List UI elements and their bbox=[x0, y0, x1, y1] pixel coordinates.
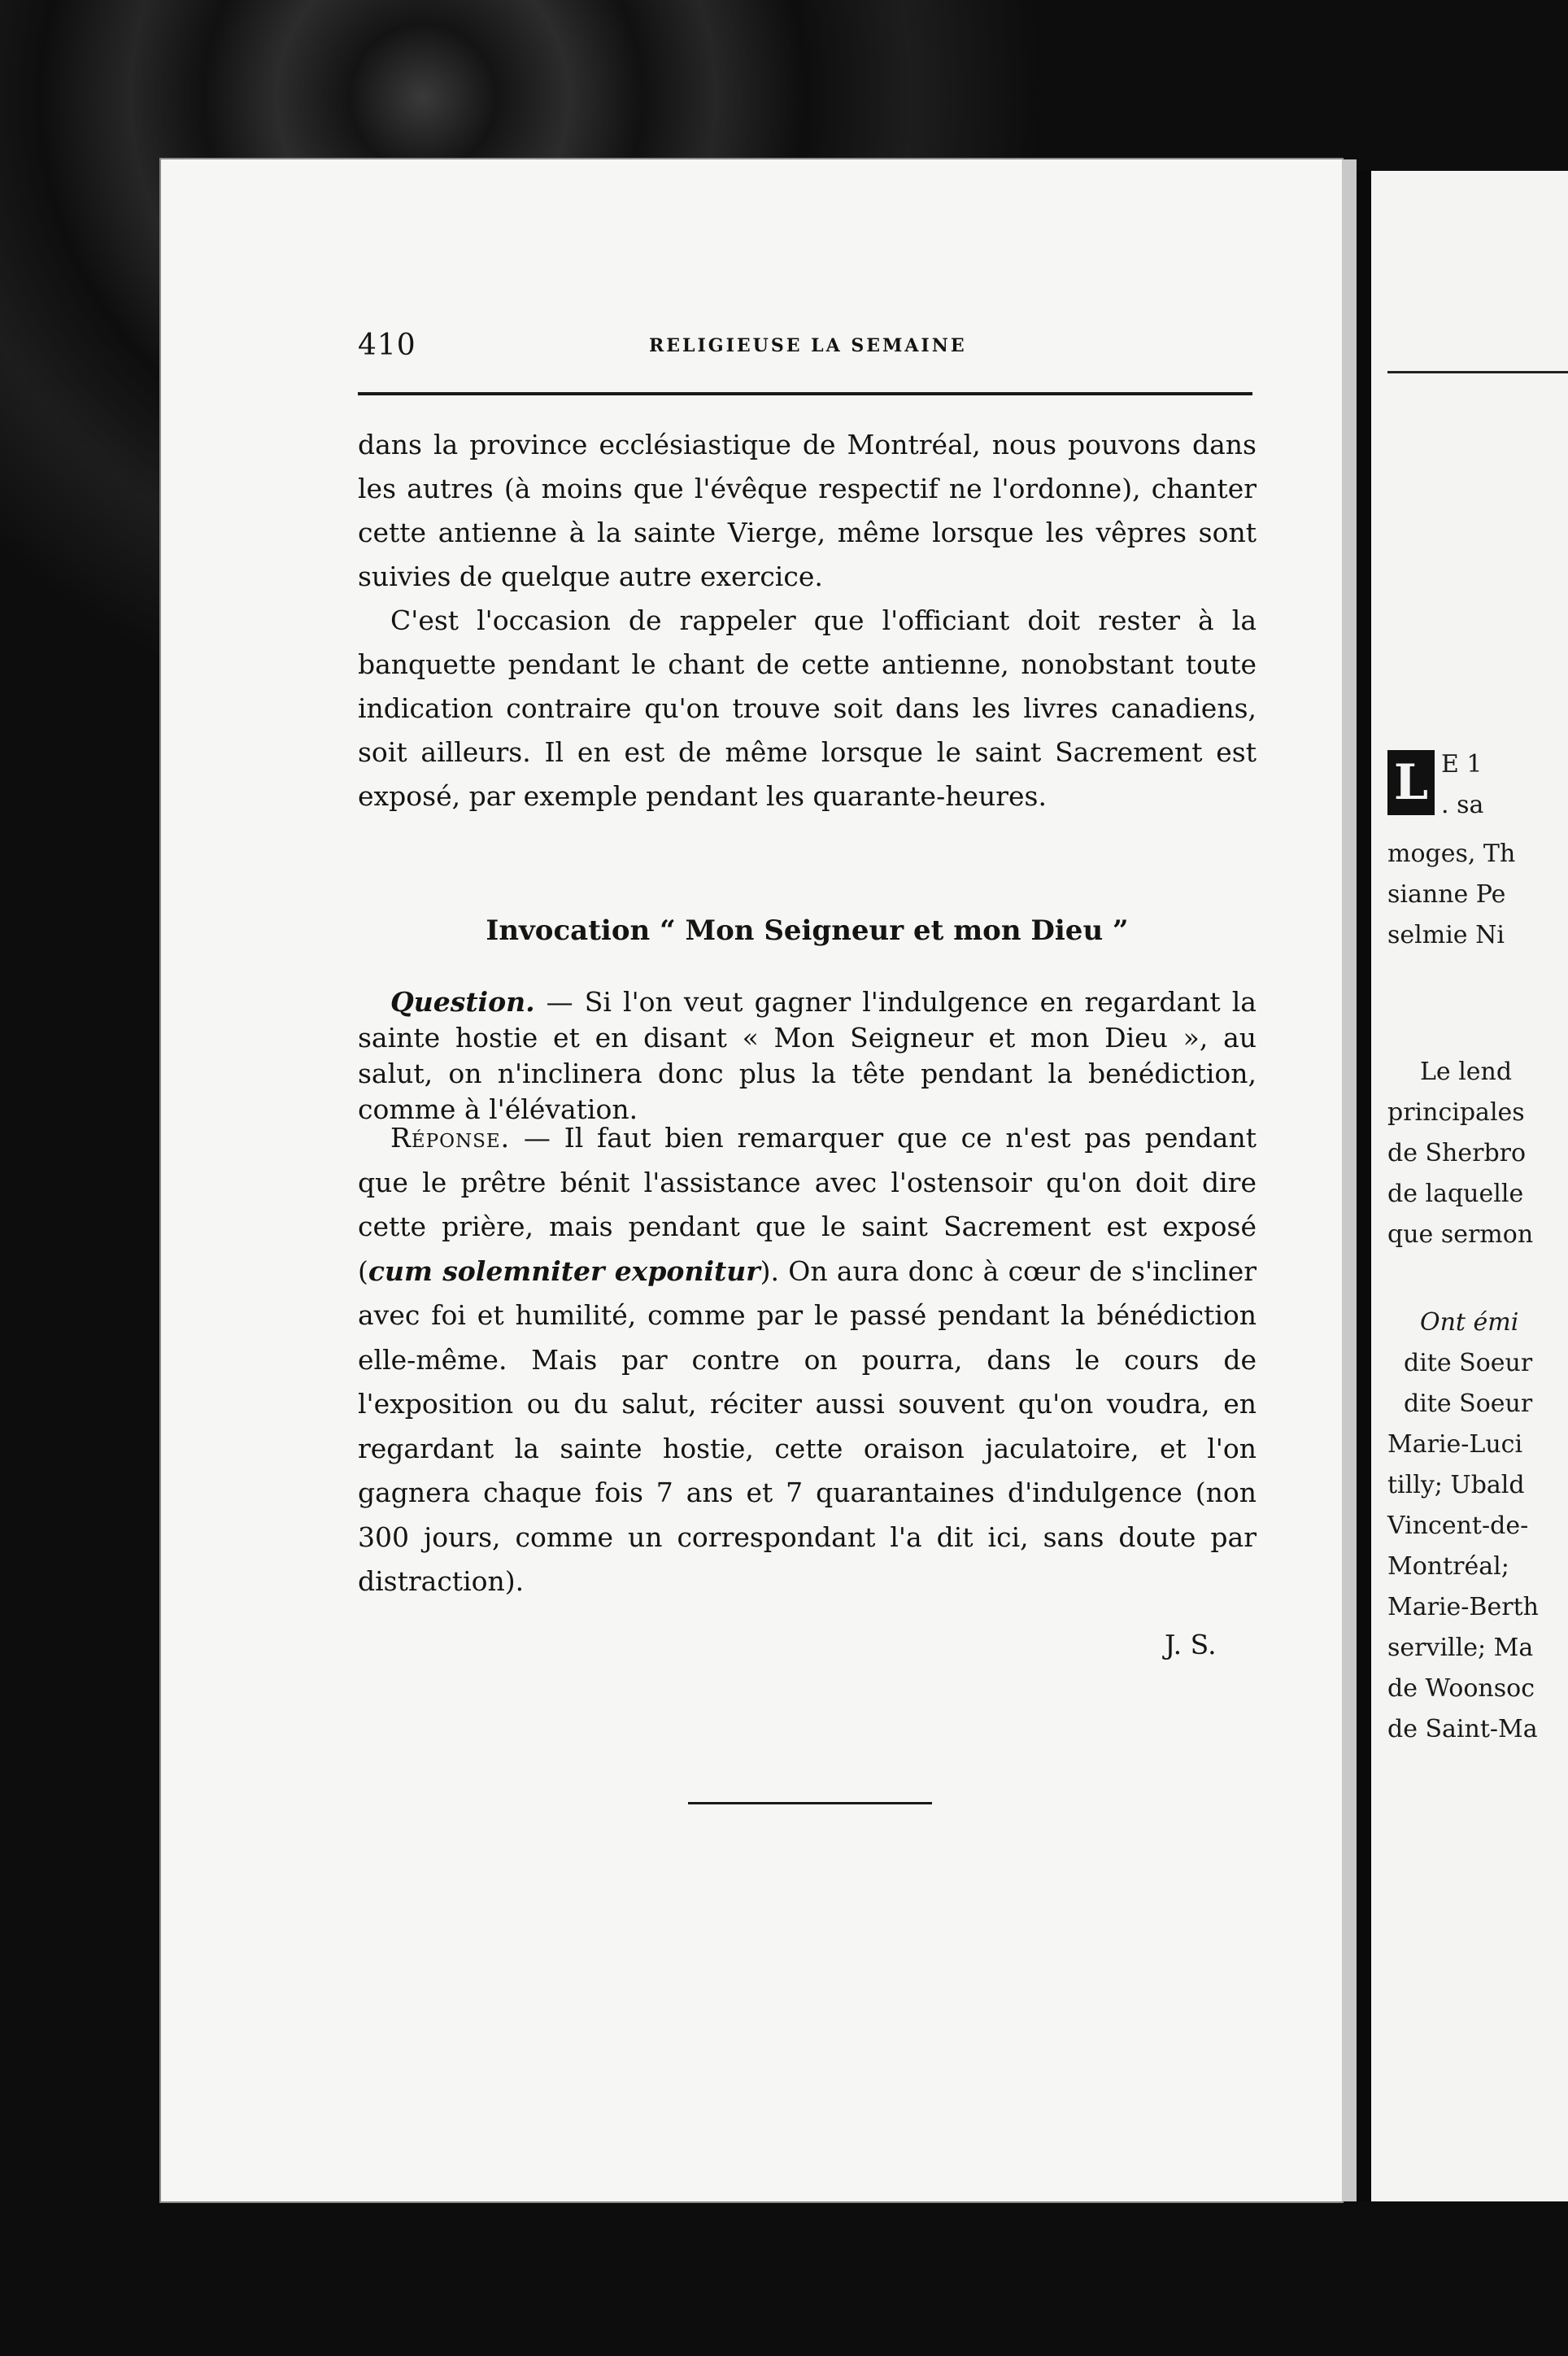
end-rule bbox=[688, 1802, 932, 1804]
latin-phrase: cum solemniter exponitur bbox=[368, 1254, 760, 1287]
drop-cap: L bbox=[1387, 750, 1435, 815]
right-page-line: moges, Th bbox=[1387, 840, 1516, 868]
right-page-line: Montréal; bbox=[1387, 1552, 1509, 1581]
right-page-line: Marie-Luci bbox=[1387, 1430, 1523, 1459]
right-page-line: de Sherbro bbox=[1387, 1139, 1527, 1167]
right-page-line: de Saint-Ma bbox=[1387, 1715, 1538, 1743]
page-number: 410 bbox=[358, 329, 416, 362]
answer-label: Réponse. bbox=[390, 1122, 511, 1154]
right-page-line: Vincent-de- bbox=[1387, 1512, 1529, 1540]
right-page-line: principales bbox=[1387, 1098, 1525, 1127]
answer-text-1: — Il faut bien remarquer que ce n'est pas pendant que le prêtre bénit l'assistance avec l'ostensoir qu'on doit dire cette prière, mais pendant que le saint Sacrement est exposé ( bbox=[358, 1122, 1257, 1287]
paragraph-2: C'est l'occasion de rappeler que l'officiant doit rester à la banquette pendant le chant de cette antienne, nonobstant toute indication contraire qu'on trouve soit dans les livres canadiens, soit ailleurs. Il en est de même lorsque le saint Sacrement est exposé, par exemple pendant les quarante-heures. bbox=[358, 604, 1257, 812]
body-text bbox=[358, 423, 1257, 818]
right-page-line: de Woonsoc bbox=[1387, 1674, 1535, 1703]
right-page-line: tilly; Ubald bbox=[1387, 1471, 1525, 1499]
right-page-line: dite Soeur bbox=[1404, 1390, 1533, 1418]
answer-text-2: ). On aura donc à cœur de s'incliner avec foi et humilité, comme par le passé pendant la bénédiction elle-même. Mais par contre on pourra, dans le cours de l'exposition ou du salut, réciter aussi souvent qu'on voudra, en regardant la sainte hostie, cette oraison jaculatoire, et l'on gagnera chaque fois 7 ans et 7 quarantaines d'indulgence (non 300 jours, comme un correspondant l'a dit ici, sans doute par distraction). bbox=[358, 1254, 1257, 1597]
running-head: RELIGIEUSE LA SEMAINE bbox=[649, 335, 967, 356]
right-page bbox=[1357, 171, 1568, 2201]
right-page-line: de laquelle bbox=[1387, 1180, 1524, 1208]
right-page-rule bbox=[1387, 371, 1568, 373]
right-page-line: dite Soeur bbox=[1404, 1349, 1533, 1377]
paragraph-1: dans la province ecclésiastique de Montréal, nous pouvons dans les autres (à moins que l'évêque respectif ne l'ordonne), chanter cette antienne à la sainte Vierge, même lorsque les vêpres sont suivies de quelque autre exercice. bbox=[358, 429, 1257, 592]
right-page-line: sianne Pe bbox=[1387, 880, 1506, 909]
signature: J. S. bbox=[1165, 1629, 1217, 1660]
right-page-line: E 1 bbox=[1441, 750, 1483, 779]
book-gutter bbox=[1342, 159, 1357, 2201]
right-page-line: . sa bbox=[1441, 791, 1484, 819]
right-page-line: Ont émi bbox=[1420, 1308, 1519, 1337]
right-page-line: Le lend bbox=[1420, 1058, 1513, 1086]
question-block bbox=[358, 984, 1257, 1128]
right-page-line: Marie-Berth bbox=[1387, 1593, 1539, 1621]
section-title: Invocation “ Mon Seigneur et mon Dieu ” bbox=[486, 914, 1129, 947]
answer-block bbox=[358, 1116, 1257, 1604]
question-text: — Si l'on veut gagner l'indulgence en regardant la sainte hostie et en disant « Mon Seigneur et mon Dieu », au salut, on n'inclinera donc plus la tête pendant la benédiction, comme à l'élévation. bbox=[358, 986, 1257, 1125]
question-label: Question. bbox=[390, 986, 535, 1018]
right-page-line: selmie Ni bbox=[1387, 921, 1505, 949]
right-page-line: serville; Ma bbox=[1387, 1634, 1534, 1662]
page-header bbox=[358, 327, 1252, 376]
right-page-line: que sermon bbox=[1387, 1220, 1534, 1249]
header-rule bbox=[358, 392, 1252, 395]
